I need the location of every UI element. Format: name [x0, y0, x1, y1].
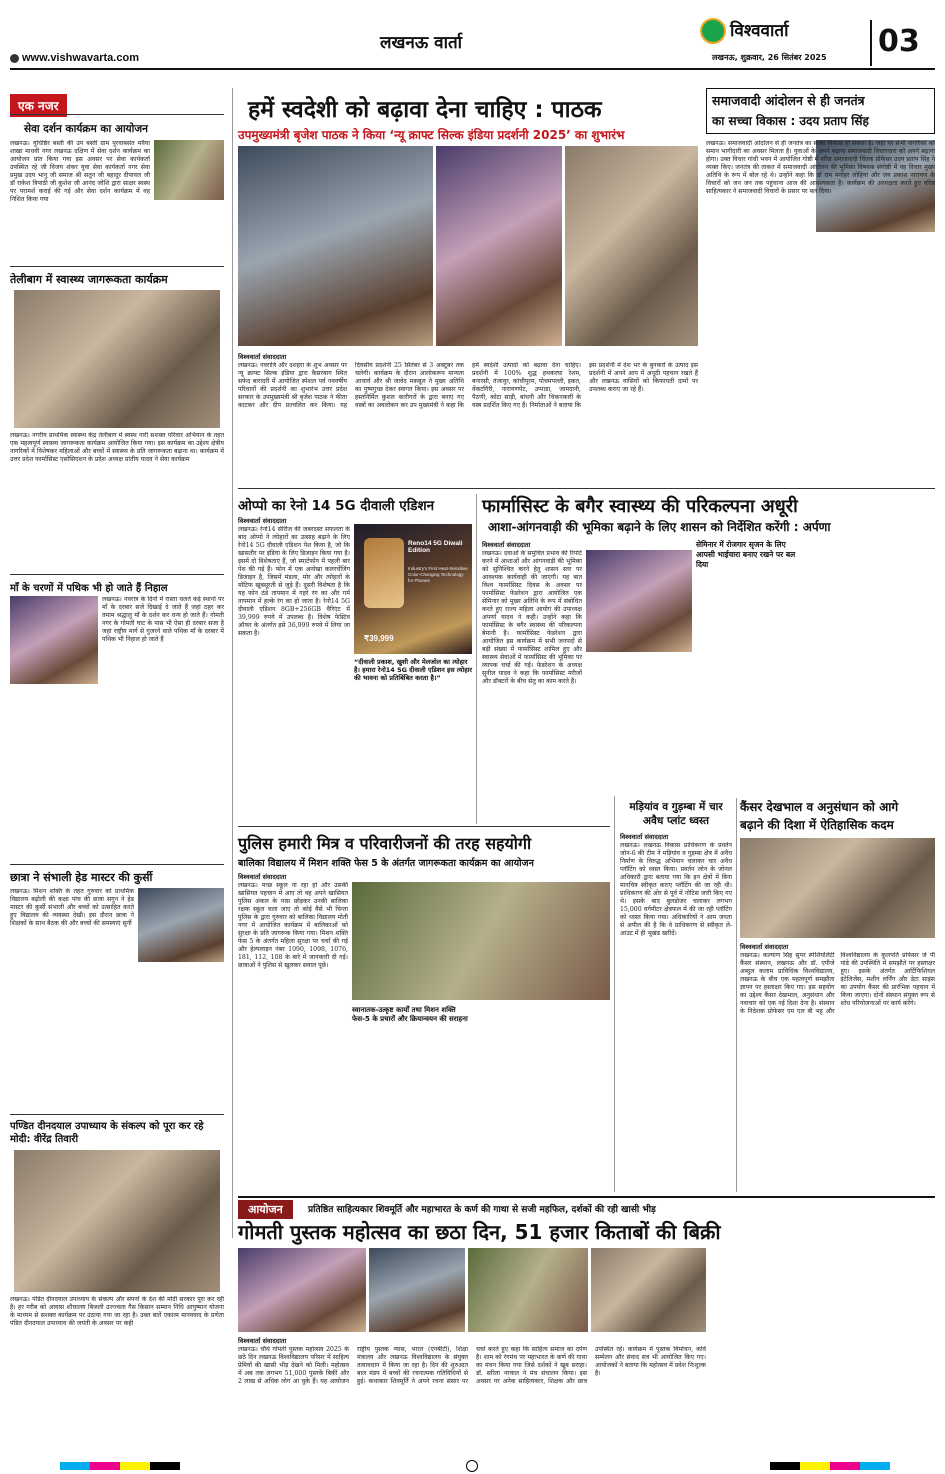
event-tag: आयोजन [238, 1200, 293, 1219]
right-top-story [706, 88, 935, 468]
lead-photo-1 [238, 146, 433, 346]
lead-photo-3 [565, 146, 698, 346]
pharma-headline: फार्मासिस्ट के बगैर स्वास्थ्य की परिकल्पना अधूरी [482, 496, 798, 517]
item-photo-3 [10, 596, 98, 684]
oppo-body: लखनऊ। रेनो14 सीरीज की जबरदस्त सफलता के बाद ओप्पो ने त्योहारों का उत्साह बढ़ाने के लिए रेनो14 5G दीवाली एडिशन पेश किया है, जो कि खासतौर पर इंडिया के लिए डिजाइन किया गया है। इसमें दो विशेषताएं हैं, जो स्मार्टफोन में पहली बार पेश की गई हैं। फोन में एक अनोखा कलरचेंजिंग डिजाइन है, जिसमें मंडला, मोर और त्योहारों के मोटिफ खूबसूरती से जुड़े हैं। दूसरी विशेषता है कि यह फोन ठंडे तापमान में गहरे रंग का और गर्म तापमान में हल्के रंग का हो जाता है। रेनो14 5G दीवाली एडिशन 8GB+256GB वैरिएंट में 39,999 रुपये में उपलब्ध है। विशेष फेस्टिव ऑफर के अंतर्गत इसे 36,999 रुपये में लिया जा सकता है। [238, 526, 350, 637]
cancer-story [740, 798, 935, 1192]
dateline: लखनऊ, शुक्रवार, 26 सितंबर 2025 [712, 53, 827, 62]
item-photo-2 [14, 290, 220, 428]
section-label: एक नजर [10, 94, 67, 117]
item-body-2: लखनऊ। नगरीय प्राथमिक स्वास्थ्य केंद्र तेलीबाग में स्वस्थ नारी सशक्त परिवार अभियान के तहत एक महत्वपूर्ण स्वास्थ्य जागरूकता कार्यक्रम आयोजित किया गया। इस कार्यक्रम का उद्देश्य क्षेत्रीय नागरिकों में विशेषकर महिलाओं और बच्चों में स्वास्थ्य के प्रति जागरूकता बढ़ाना था। कार्यक्रम में उत्तर प्रदेश फार्मासिस्ट एसोसिएशन के प्रदेश अध्यक्ष प्रांतीय यादव ने सेवा कार्यक्रम [10, 432, 224, 463]
oppo-headline: ओप्पो का रेनो 14 5G दीवाली एडिशन [238, 498, 435, 514]
oppo-byline: विश्ववार्ता संवाददाता [238, 517, 287, 525]
item-photo-5 [14, 1150, 220, 1292]
bottom-photo-2 [369, 1248, 465, 1332]
police-byline: विश्ववार्ता संवाददाता [238, 873, 287, 881]
masthead-rule [10, 68, 935, 70]
brand-logo-icon [700, 18, 726, 44]
oppo-quote: “दीवाली प्रकाश, खुशी और मेलजोल का त्योहार है। हमारा रेनो14 5G दीवाली एडिशन इस त्योहार की भावना को प्रतिबिंबित करता है।” [354, 658, 472, 682]
police-story [238, 826, 610, 1192]
pharma-story [482, 494, 935, 794]
plastic-body: लखनऊ। लखनऊ विकास प्राधिकरण के प्रवर्तन जोन-6 की टीम ने मड़ियांव व गुड़म्बा क्षेत्र में अवैध निर्माण के विरुद्ध अभियान चलाकर चार अवैध प्लॉटिंग को ध्वस्त किया। प्रवर्तन जोन के जोनल अधिकारी द्वारा बताया गया कि इन क्षेत्रों में बिना मानचित्र स्वीकृत कराए प्लॉटिंग की जा रही थी। प्राधिकरण की ओर से पूर्व में नोटिस जारी किए गए थे। इसके बाद बुलडोजर चलाकर लगभग 15,000 वर्गमीटर क्षेत्रफल में की जा रही प्लॉटिंग को ध्वस्त किया गया। अधिकारियों ने आम जनता से अपील की है कि वे प्राधिकरण से स्वीकृत ले-आउट में ही भूखंड खरीदें। [620, 842, 732, 937]
item-photo-1 [154, 140, 224, 200]
oppo-story [238, 494, 472, 824]
bottom-headline: गोमती पुस्तक महोत्सव का छठा दिन, 51 हजार किताबों की बिक्री [238, 1220, 721, 1244]
pharma-sidebar: सेमिनार में रोजगार सृजन के लिए आपसी भाईचारा बनाए रखने पर बल दिया [696, 540, 796, 569]
plastic-byline: विश्ववार्ता संवाददाता [620, 833, 669, 841]
pharma-byline: विश्ववार्ता संवाददाता [482, 541, 531, 549]
bottom-body: लखनऊ। चौथे गोमती पुस्तक महोत्सव 2025 के छठे दिन लखनऊ विश्वविद्यालय परिसर में साहित्य प्रेमियों की खासी भीड़ देखने को मिली। महोत्सव में अब तक लगभग 51,000 पुस्तकें बिकीं और 2 लाख से अधिक लोग आ चुके हैं। यह आयोजन राष्ट्रीय पुस्तक न्यास, भारत (एनबीटी), शिक्षा मंत्रालय और लखनऊ विश्वविद्यालय के संयुक्त तत्वावधान में किया जा रहा है। दिन की शुरुआत बाल मंडप में बच्चों की रचनात्मक गतिविधियों से हुई। कथाकार शिवमूर्ति ने अपने रचना संसार पर चर्चा करते हुए कहा कि साहित्य समाज का दर्पण है। शाम को रंगमंच पर महाभारत के कर्ण की गाथा का मंचन किया गया जिसे दर्शकों ने खूब सराहा। डॉ. सरिता नरवाल ने मंच संचालन किया। इस अवसर पर अनेक साहित्यकार, शिक्षक और छात्र उपस्थित रहे। कार्यक्रम में पुस्तक विमोचन, कवि सम्मेलन और संवाद सत्र भी आयोजित किए गए। आयोजकों ने बताया कि महोत्सव में प्रवेश निःशुल्क है। [238, 1346, 706, 1385]
page-divider [870, 20, 872, 66]
website-link[interactable]: www.vishwavarta.com [22, 52, 139, 64]
color-bar [60, 1462, 180, 1470]
bottom-photo-3 [468, 1248, 588, 1332]
globe-icon [10, 54, 19, 63]
police-photo [352, 882, 610, 1000]
phone-icon [364, 538, 404, 608]
cancer-headline-2: बढ़ाने की दिशा में ऐतिहासिक कदम [740, 818, 894, 832]
bottom-byline: विश्ववार्ता संवाददाता [238, 1337, 287, 1345]
police-headline: पुलिस हमारी मित्र व परिवारीजनों की तरह सहयोगी [238, 834, 532, 853]
item-photo-4 [138, 888, 224, 962]
lead-body: लखनऊ। नवरात्रि और दशहरा के शुभ अवसर पर न्यू क्राफ्ट सिल्क इंडिया द्वारा कैसरबाग स्थित सफेद बारादरी में आयोजित स्पेशल पर्व नववर्षीय परिधानों की प्रदर्शनी का शुभारंभ उत्तर प्रदेश सरकार के उपमुख्यमंत्री श्री बृजेश पाठक ने फीता काटकर और दीप प्रज्वलित कर किया। यह दिवसीय प्रदर्शनी 25 सितंबर से 3 अक्टूबर तक चलेगी। कार्यक्रम के दौरान आलोकरूप मान्यता आचार्य और श्री जावेद मकबूल ने मुख्य अतिथि का पुष्पगुच्छ देकर स्वागत किया। इस अवसर पर हस्तनिर्मित कुशल कारीगरों के द्वारा बनाए गए वस्त्रों का अवलोकन कर उप मुख्यमंत्री ने कहा कि हमें स्वदेशी उत्पादों को बढ़ावा देना चाहिए। प्रदर्शनी में 100% शुद्ध हथकरघा रेशम, बनारसी, तंजावुर, कांचीपुरम, पोचमपल्ली, इकत, वेंकटगिरी, नारायणपेट, उप्पाडा, जामदानी, पैठणी, कोटा साड़ी, बांधनी और चिकनकारी के वस्त्र प्रदर्शित किए गए हैं। निर्माताओं ने बताया कि इस प्रदर्शनी में देश भर के बुनकरों के उत्पाद इस प्रदर्शनी में अपने आप में अनूठी पहचान रखते हैं और लखनऊ वासियों को किफायती दामों पर उपलब्ध कराए जा रहे हैं। [238, 362, 698, 409]
ad-title: Reno14 5G Diwali Edition [408, 540, 463, 554]
item-body-5: लखनऊ। पंडित दीनदयाल उपाध्याय के संकल्प और सपनों के देश की मोदी सरकार पूरा कर रही है। हर गरीब को आवास शौचालय बिजली उज्ज्वला गैस किसान सम्मान निधि आयुष्मान योजना के माध्यम से सशक्त कार्यक्रम पर उठाया गया जा रहा है। उक्त बातें एकात्म मानववाद के प्रणेता पंडित दीनदयाल उपाध्याय की जयंती के अवसर पर कही [10, 1296, 224, 1327]
item-title-5: पण्डित दीनदयाल उपाध्याय के संकल्प को पूरा कर रहे मोदी: वीरेंद्र तिवारी [10, 1121, 204, 1145]
police-subhead: बालिका विद्यालय में मिशन शक्ति फेस 5 के अंतर्गत जागरूकता कार्यक्रम का आयोजन [238, 858, 534, 869]
police-caption: स्वानातक-उत्कृष्ट कार्यों तथा मिशन शक्ति फेस-5 के प्रचारों और क्रियान्वयन की सराहना [352, 1006, 468, 1023]
lead-byline: विश्ववार्ता संवाददाता [238, 353, 287, 361]
item-body-3: लखनऊ। नवरात्र के दिनों में रास्ता चलते कई स्थानों पर माँ के दरबार सजे दिखाई दे जाते हैं जहां ठहर कर तमाम श्रद्धालु माँ के दर्शन कर धन्य हो जाते हैं। गोमती नगर के गोमती घाट के पास भी ऐसा ही दरबार सजा है जहां राष्ट्रीय मार्ग से गुजरने वाले पथिक माँ के दरबार में पथिक भी निहाल हो जाते हैं [102, 596, 224, 643]
pharma-photo [586, 550, 692, 652]
item-title-3: माँ के चरणों में पथिक भी हो जाते हैं निहाल [10, 583, 168, 594]
lead-headline: हमें स्वदेशी को बढ़ावा देना चाहिए : पाठक [248, 97, 602, 123]
masthead [0, 0, 945, 78]
section-title: लखनऊ वार्ता [380, 33, 463, 53]
plastic-story [620, 798, 732, 1192]
ad-subtitle: Industry's First Heat-Sensitive Color-Changing Technology for Phones [408, 566, 468, 583]
item-title-1: सेवा दर्शन कार्यक्रम का आयोजन [24, 123, 148, 135]
cancer-photo [740, 838, 935, 938]
page-number: 03 [878, 24, 920, 59]
oppo-ad [354, 524, 472, 654]
bottom-photo-1 [238, 1248, 366, 1332]
right-headline-2: का सच्चा विकास : उदय प्रताप सिंह [712, 114, 869, 128]
color-bar-right [770, 1462, 890, 1470]
item-title-2: तेलीबाग में स्वास्थ्य जागरूकता कार्यक्रम [10, 273, 168, 286]
brand-name: विश्ववार्ता [730, 21, 789, 41]
right-headline-1: समाजवादी आंदोलन से ही जनतंत्र [712, 93, 865, 108]
pharma-body: लखनऊ। दवाओं के समुचित प्रभाव की रिपोर्ट करने में आशाओं और आंगनवाड़ी की भूमिका को सुनिश्चित करने हेतु शासन स्तर पर आवश्यक कार्यवाही की जाएगी। यह बात विश्व फार्मासिस्ट दिवस के अवसर पर फार्मासिस्ट फेडरेशन द्वारा आयोजित एक सेमिनार को मुख्य अतिथि के रूप में संबोधित करते हुए राज्य महिला आयोग की उपाध्यक्ष अपर्णा यादव ने कही। उन्होंने कहा कि फार्मासिस्ट के बगैर स्वास्थ्य की परिकल्पना बेमानी है। फार्मासिस्ट फेडरेशन द्वारा आयोजित इस कार्यक्रम में सभी जनपदों से बड़ी संख्या में फार्मासिस्ट शामिल हुए और स्वास्थ्य सेवाओं में फार्मासिस्ट की भूमिका पर व्यापक चर्चा की गई। फेडरेशन के अध्यक्ष सुनील यादव ने कहा कि फार्मासिस्ट मरीजों और डॉक्टरों के बीच सेतु का काम करते हैं। [482, 550, 582, 685]
ad-price: ₹39,999 [364, 634, 394, 643]
plastic-headline: मड़ियांव व गुड़म्बा में चार अवैध प्लांट ध्वस्त [629, 801, 723, 827]
item-title-4: छात्रा ने संभाली हेड मास्टर की कुर्सी [10, 871, 153, 884]
right-body: लखनऊ। समाजवादी आंदोलन से ही जनतंत्र का सच्चा विकास हो सकता है। जहां पर सभी नागरिकों को समान भागीदारी का अवसर मिलता है। युवाओं के अपने बढ़ावा समाजवादी विचारधारा को अपने बढ़ाना होगा। उक्त विचार गांधी भवन में आयोजित गोष्ठी में वरिष्ठ समाजवादी चिंतक प्रोफेसर उदय प्रताप सिंह ने व्यक्त किए। जनतंत्र की ताकत में समाजवादी आंदोलन की भूमिका विषयक संगोष्ठी में वह विचार मुख्य अतिथि के रूप में बोल रहे थे। उन्होंने कहा कि डॉ राम मनोहर लोहिया और जय प्रकाश नारायण के विचारों को जन जन तक पहुंचाना आज की आवश्यकता है। कार्यक्रम की अध्यक्षता करते हुए वरिष्ठ साहित्यकार ने समाजवादी विचारों के प्रसार पर बल दिया। [706, 140, 935, 195]
bottom-story [238, 1196, 935, 1466]
registration-mark-icon [466, 1460, 478, 1472]
cancer-byline: विश्ववार्ता संवाददाता [740, 943, 789, 951]
item-body-1: लखनऊ। युधिष्ठिर बस्ती की उप बस्ती ग्राम पुरवाबसंत मवैया शाखा माधवी नगर लखनऊ दक्षिण में सेवा दर्शन कार्यक्रम का आयोजन प्रांत किया गया इस अवसर पर सेवा कार्यकर्ता उपस्थित रहे जी विजय शंकर युवा सेवा कार्यकर्ता नगर सेवा प्रमुख उदय भानु जी समाज श्री सतुन जी बहादुर दीपावल जी डॉ राकेश त्रिपाठी जी कुशेश जी आनंद जोशि द्वारा साक्षर स्वस्थ पर परामर्श कराई की गई और सेवा दर्शन कार्यक्रम में वह निशित किया गया [10, 140, 150, 203]
lead-story [238, 88, 698, 488]
lead-photo-2 [436, 146, 562, 346]
bottom-photo-4 [591, 1248, 706, 1332]
lead-subhead: उपमुख्यमंत्री बृजेश पाठक ने किया ‘न्यू क्राफ्ट सिल्क इंडिया प्रदर्शनी 2025’ का शुभारंभ [238, 128, 625, 142]
cancer-body: लखनऊ। कल्याण सिंह सुपर स्पेशियलिटी कैंसर संस्थान, लखनऊ और डॉ. एपीजे अब्दुल कलाम प्राविधिक विश्वविद्यालय, लखनऊ के बीच एक महत्वपूर्ण समझौता ज्ञापन पर हस्ताक्षर किए गए। इस सहयोग का उद्देश्य कैंसर देखभाल, अनुसंधान और नवाचार को एक नई दिशा देना है। संस्थान के निदेशक प्रोफेसर एम एल बी भट्ट और विश्वविद्यालय के कुलपति प्रोफेसर जे पी पांडे की उपस्थिति में समझौते पर हस्ताक्षर हुए। इसके अंतर्गत आर्टिफिशियल इंटेलिजेंस, मशीन लर्निंग और डेटा साइंस का उपयोग कैंसर की प्रारंभिक पहचान में किया जाएगा। दोनों संस्थान संयुक्त रूप से शोध परियोजनाओं पर कार्य करेंगे। [740, 952, 935, 1015]
item-body-4: लखनऊ। मिशन शक्ति के तहत गुरुवार को प्राथमिक विद्यालय बढ़ोली की कक्षा पांच की छात्रा सगुन ने हेड मास्टर की कुर्सी संभाली और बच्चों को उत्साहित करते हुए विद्यालय की व्यवस्था देखी। इस दौरान छात्रा ने शिक्षकों के साथ बैठक की और बच्चों की समस्याएं सुनीं [10, 888, 134, 927]
left-column [10, 88, 224, 1327]
police-body: लखनऊ। मच्छ स्कूल ना रहा हो और उसकी खासियत पहचान में आए तो वह अपने खासियत पुलिस अंकल के पास छोड़कर उनकी बालिका रक्षक स्कूल चला जाए तो कोई वैसे भी चिन्ता पुलिस के द्वारा गुरुवार को बालिका विद्यालय मोती नगर में आयोजित कार्यक्रम में बालिकाओं को सुरक्षा के प्रति जागरूक किया गया। मिशन शक्ति फेस 5 के अंतर्गत महिला सुरक्षा पर चर्चा की गई और हेल्पलाइन नंबर 1090, 1098, 1076, 181, 112, 108 के बारे में जानकारी दी गई। छात्राओं ने पुलिस से खुलकर सवाल पूछे। [238, 882, 348, 969]
bottom-kicker: प्रतिष्ठित साहित्यकार शिवमूर्ति और महाभारत के कर्ण की गाथा से सजी महफिल, दर्शकों की रही खासी भीड़ [308, 1205, 656, 1215]
pharma-subhead: आशा-आंगनवाड़ी की भूमिका बढ़ाने के लिए शासन को निर्देशित करेंगी : अर्पणा [488, 520, 831, 534]
cancer-headline-1: कैंसर देखभाल व अनुसंधान को आगे [740, 800, 899, 814]
